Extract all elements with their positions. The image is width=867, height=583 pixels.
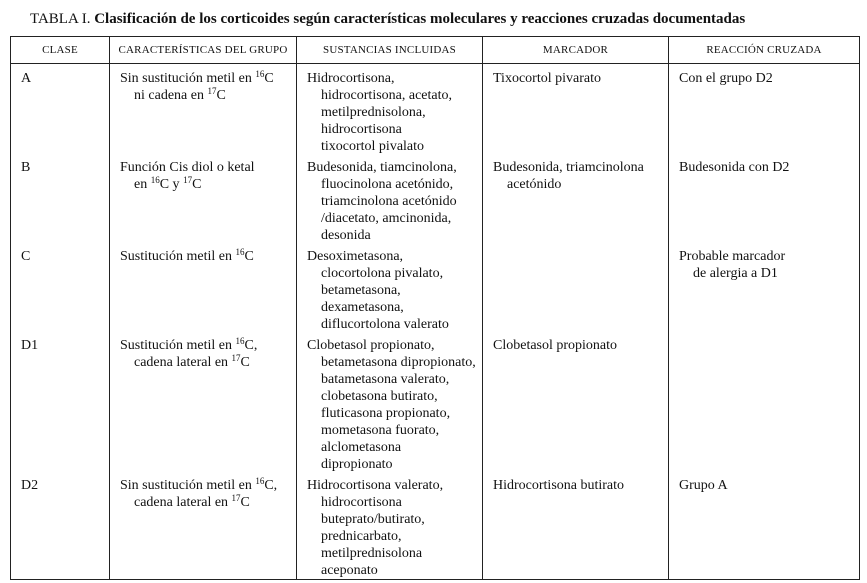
header-sustancias: SUSTANCIAS INCLUIDAS	[297, 37, 483, 64]
cell-reaccion	[669, 333, 860, 473]
cell-sustancias	[297, 473, 483, 580]
class-label: D1	[21, 338, 39, 353]
cell-marcador	[483, 473, 669, 580]
cell-clase	[11, 473, 110, 580]
substance-line: metilprednisolona,	[321, 105, 426, 120]
substance-line: Hidrocortisona valerato,	[307, 478, 444, 493]
cell-marcador	[483, 244, 669, 333]
substance-line: prednicarbato,	[321, 529, 402, 544]
substance-line: alclometasona	[321, 440, 402, 455]
substance-line: diflucortolona valerato	[321, 317, 449, 332]
caption-label: TABLA I.	[30, 11, 91, 27]
class-label: C	[21, 249, 31, 264]
table-row	[11, 473, 860, 580]
header-row	[11, 37, 860, 64]
reaction-line: Grupo A	[679, 478, 728, 493]
reaction-line: Probable marcador	[679, 249, 786, 264]
substance-line: clocortolona pivalato,	[321, 266, 444, 281]
substance-line: fluocinolona acetónido,	[321, 177, 454, 192]
cell-reaccion	[669, 244, 860, 333]
char-line: cadena lateral en $^{17}$C	[134, 353, 250, 370]
cell-marcador	[483, 333, 669, 473]
substance-line: fluticasona propionato,	[321, 406, 451, 421]
class-label: A	[21, 71, 32, 86]
substance-line: desonida	[321, 228, 371, 243]
substance-line: betametasona dipropionato,	[321, 355, 476, 370]
cell-caracteristicas	[110, 473, 297, 580]
substance-line: Hidrocortisona,	[307, 71, 395, 86]
substance-line: Budesonida, tiamcinolona,	[307, 160, 457, 175]
header-reaccion: REACCIÓN CRUZADA	[669, 37, 860, 64]
substance-line: batametasona valerato,	[321, 372, 450, 387]
cell-reaccion	[669, 64, 860, 156]
char-line: Sustitución metil en $^{16}$C	[120, 247, 254, 264]
cell-reaccion	[669, 473, 860, 580]
cell-marcador	[483, 64, 669, 156]
substance-line: /diacetato, amcinonida,	[321, 211, 452, 226]
char-line: Sustitución metil en $^{16}$C,	[120, 336, 258, 353]
substance-line: Desoximetasona,	[307, 249, 404, 264]
header-marcador: MARCADOR	[483, 37, 669, 64]
header-clase: CLASE	[11, 37, 110, 64]
class-label: B	[21, 160, 31, 175]
substance-line: dipropionato	[321, 457, 393, 472]
substance-line: betametasona,	[321, 283, 401, 298]
marker-line: Hidrocortisona butirato	[493, 478, 625, 493]
substance-line: Clobetasol propionato,	[307, 338, 435, 353]
reaction-line: de alergia a D1	[693, 266, 778, 281]
caption-title: Clasificación de los corticoides según características moleculares y reacciones cruzadas documentadas	[94, 11, 746, 27]
char-line: Sin sustitución metil en $^{16}$C	[120, 69, 274, 86]
substance-line: hidrocortisona, acetato,	[321, 88, 453, 103]
cell-clase	[11, 333, 110, 473]
cell-caracteristicas	[110, 333, 297, 473]
cell-reaccion	[669, 155, 860, 244]
class-label: D2	[21, 478, 39, 493]
cell-sustancias	[297, 64, 483, 156]
cell-marcador	[483, 155, 669, 244]
cell-caracteristicas	[110, 155, 297, 244]
table-caption	[30, 10, 745, 28]
char-line: cadena lateral en $^{17}$C	[134, 493, 250, 510]
substance-line: hidrocortisona	[321, 122, 402, 137]
table-row	[11, 64, 860, 156]
marker-line: Budesonida, triamcinolona	[493, 160, 644, 175]
cell-sustancias	[297, 155, 483, 244]
cell-clase	[11, 244, 110, 333]
char-line: Función Cis diol o ketal	[120, 160, 255, 175]
substance-line: aceponato	[321, 563, 378, 578]
marker-line: acetónido	[507, 177, 562, 192]
cell-caracteristicas	[110, 64, 297, 156]
table-row	[11, 333, 860, 473]
reaction-line: Budesonida con D2	[679, 160, 790, 175]
reaction-line: Con el grupo D2	[679, 71, 773, 86]
corticoid-classification-table	[10, 36, 860, 580]
substance-line: hidrocortisona	[321, 495, 402, 510]
char-line: en $^{16}$C y $^{17}$C	[134, 175, 202, 192]
substance-line: dexametasona,	[321, 300, 404, 315]
table-row	[11, 244, 860, 333]
substance-line: tixocortol pivalato	[321, 139, 425, 154]
table-row	[11, 155, 860, 244]
cell-clase	[11, 64, 110, 156]
cell-sustancias	[297, 333, 483, 473]
marker-line: Clobetasol propionato	[493, 338, 618, 353]
char-line: ni cadena en $^{17}$C	[134, 86, 226, 103]
cell-caracteristicas	[110, 244, 297, 333]
substance-line: metilprednisolona	[321, 546, 423, 561]
substance-line: clobetasona butirato,	[321, 389, 438, 404]
cell-clase	[11, 155, 110, 244]
substance-line: buteprato/butirato,	[321, 512, 425, 527]
substance-line: triamcinolona acetónido	[321, 194, 457, 209]
char-line: Sin sustitución metil en $^{16}$C,	[120, 476, 278, 493]
substance-line: mometasona fuorato,	[321, 423, 440, 438]
header-caracteristicas: CARACTERÍSTICAS DEL GRUPO	[110, 37, 297, 64]
marker-line: Tixocortol pivarato	[493, 71, 601, 86]
cell-sustancias	[297, 244, 483, 333]
